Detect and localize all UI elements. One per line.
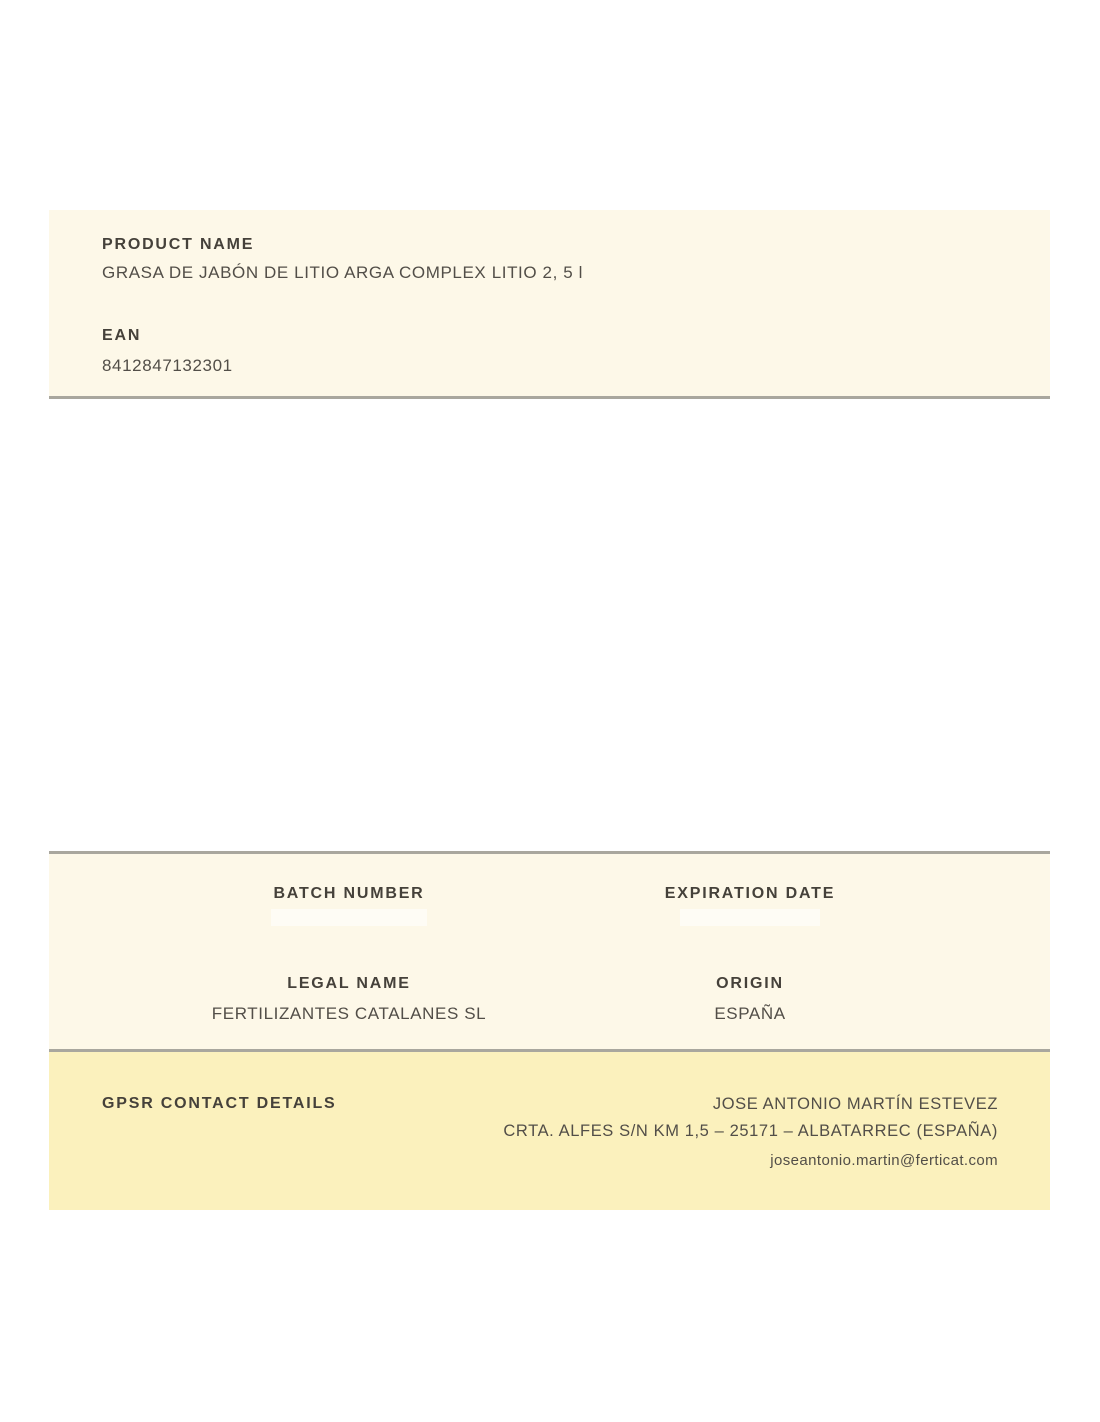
expiration-date-value-wrap [550, 909, 950, 931]
batch-details-section [49, 851, 1050, 1052]
expiration-date-label: EXPIRATION DATE [664, 885, 836, 902]
legal-name-label: LEGAL NAME [287, 975, 411, 992]
product-section [49, 210, 1050, 399]
batch-number-label: BATCH NUMBER [273, 885, 425, 902]
product-name-label: PRODUCT NAME [102, 236, 255, 253]
gpsr-contact-block [503, 1094, 998, 1171]
ean-value: 8412847132301 [102, 356, 233, 375]
legal-name-value: FERTILIZANTES CATALANES SL [211, 1004, 487, 1023]
ean-label: EAN [102, 327, 142, 344]
gpsr-contact-name: JOSE ANTONIO MARTÍN ESTEVEZ [712, 1095, 998, 1113]
batch-number-value [271, 909, 427, 926]
gpsr-contact-email: joseantonio.martin@ferticat.com [770, 1152, 998, 1169]
batch-number-value-wrap [149, 909, 549, 931]
origin-label: ORIGIN [716, 975, 784, 992]
gpsr-contact-address: CRTA. ALFES S/N KM 1,5 – 25171 – ALBATARREC (ESPAÑA) [503, 1122, 998, 1140]
gpsr-contact-details-label: GPSR CONTACT DETAILS [102, 1095, 337, 1112]
expiration-date-value [680, 909, 820, 926]
product-name-value: GRASA DE JABÓN DE LITIO ARGA COMPLEX LITIO 2, 5 l [102, 263, 583, 282]
origin-value: ESPAÑA [714, 1004, 786, 1023]
gpsr-contact-section [49, 1052, 1050, 1210]
